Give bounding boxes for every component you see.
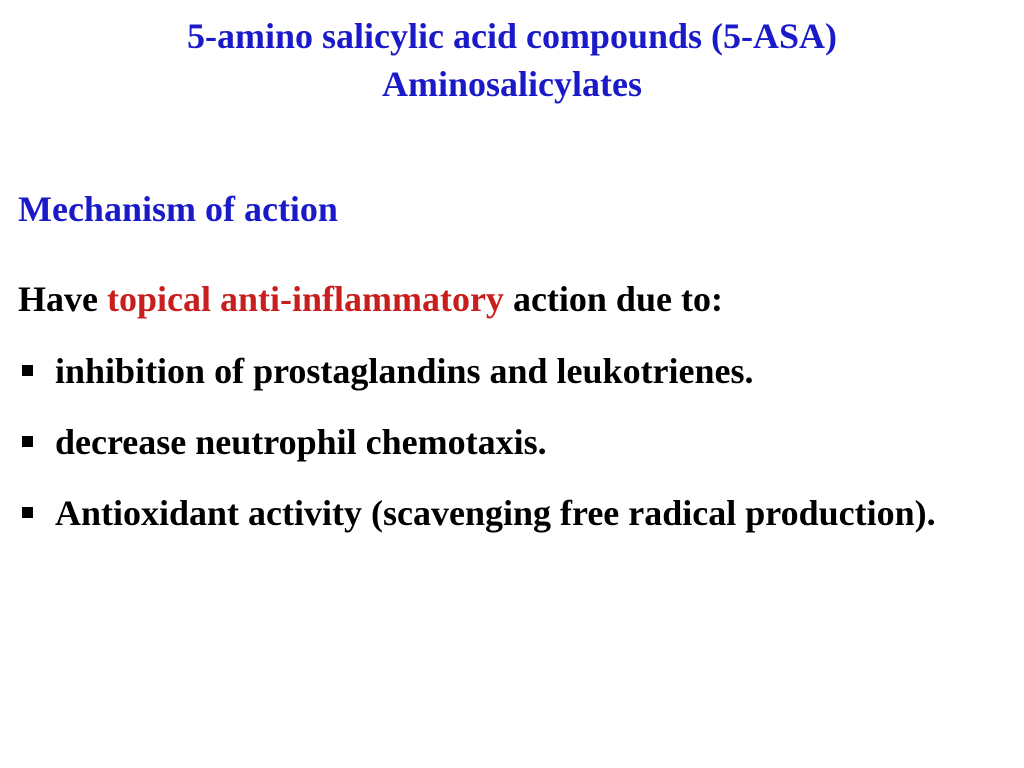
intro-sentence — [18, 277, 723, 321]
bullet-text: inhibition of prostaglandins and leukotrienes. — [55, 351, 754, 391]
intro-prefix: Have — [18, 279, 107, 319]
bullet-item — [18, 420, 978, 464]
slide-title-line-2: Aminosalicylates — [382, 64, 642, 104]
square-bullet-icon — [22, 365, 33, 376]
bullet-text: Antioxidant activity (scavenging free radical production). — [55, 493, 936, 533]
square-bullet-icon — [22, 507, 33, 518]
bullet-item — [18, 349, 978, 393]
bullet-list — [18, 349, 978, 562]
square-bullet-icon — [22, 436, 33, 447]
slide-title-line-1: 5-amino salicylic acid compounds (5-ASA) — [186, 16, 838, 56]
bullet-item — [18, 491, 978, 535]
bullet-text: decrease neutrophil chemotaxis. — [55, 422, 547, 462]
section-heading: Mechanism of action — [18, 189, 338, 229]
slide-title — [0, 12, 1024, 108]
intro-highlight: topical anti-inflammatory — [106, 279, 504, 319]
intro-suffix: action due to: — [503, 279, 723, 319]
